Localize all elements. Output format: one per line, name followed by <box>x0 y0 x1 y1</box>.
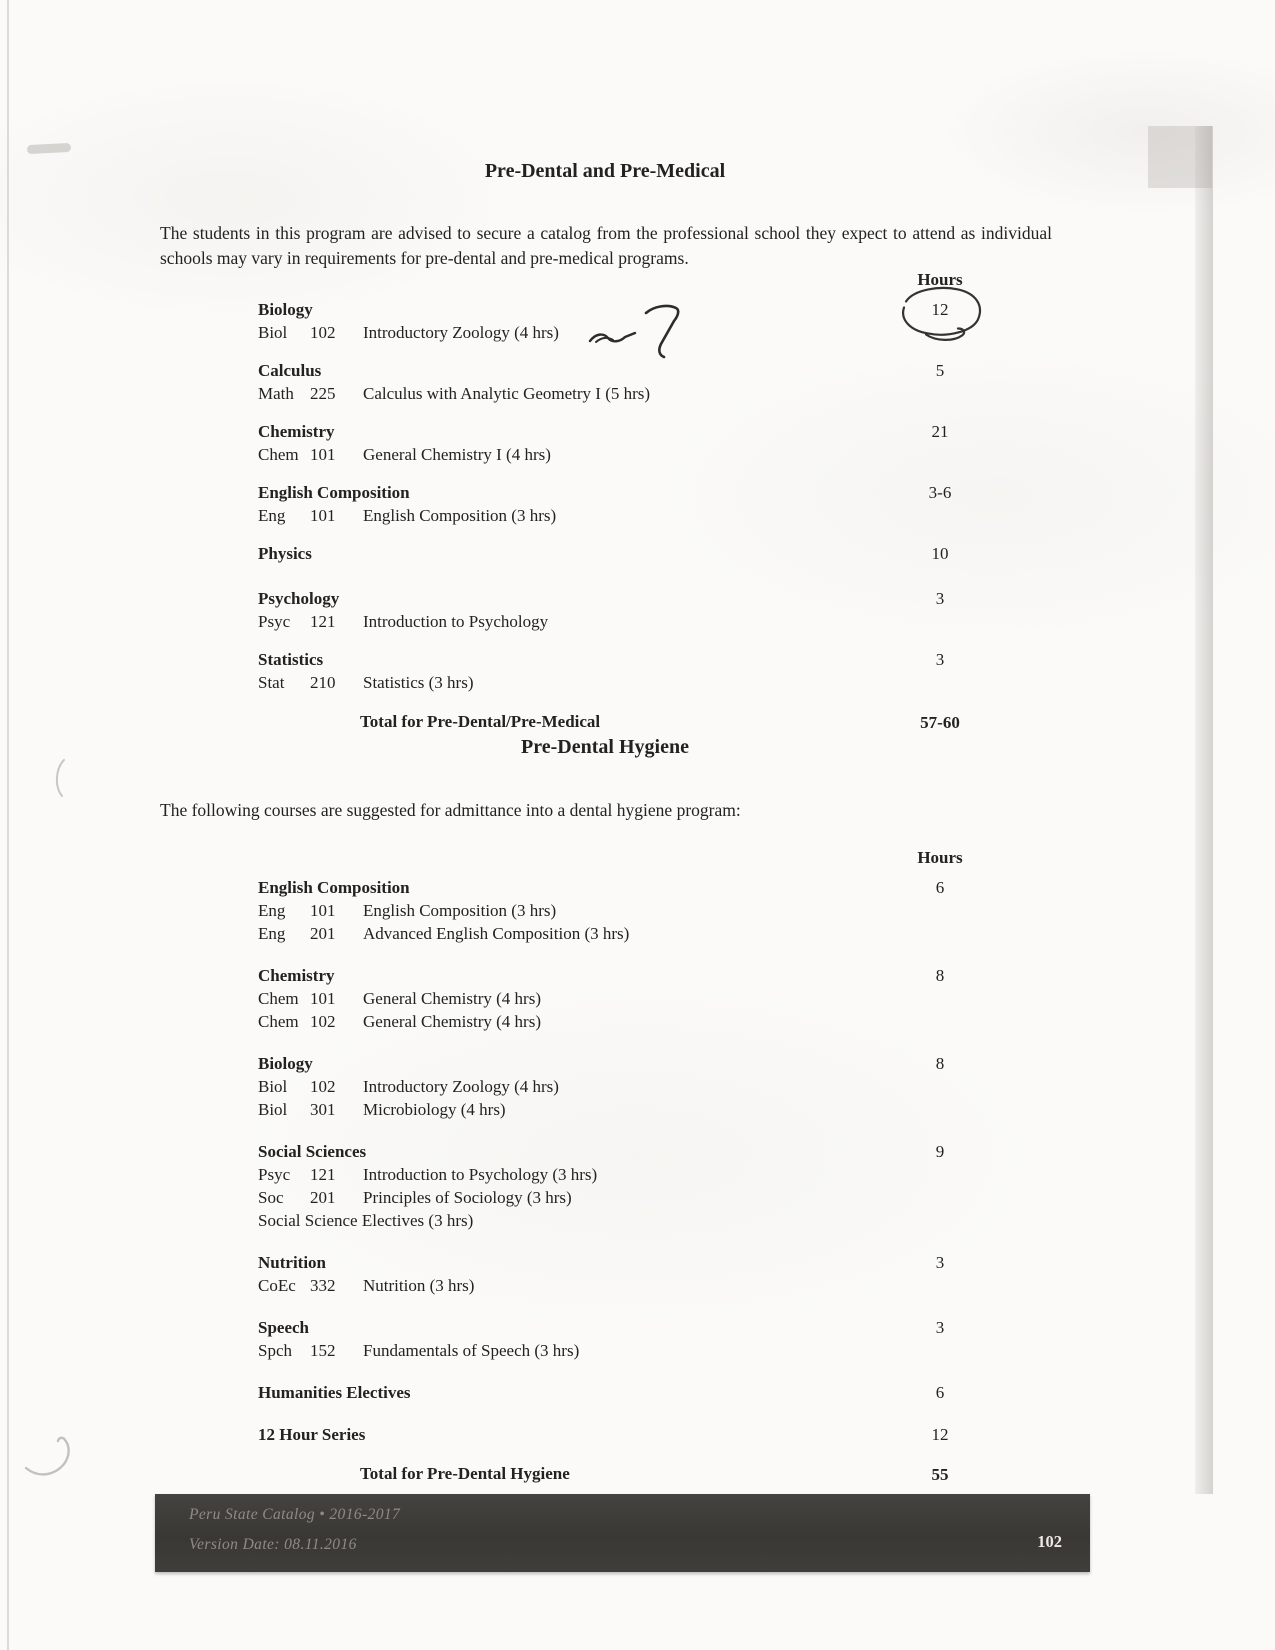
course-group-statistics <box>258 648 990 694</box>
category-label: English Composition <box>258 483 410 502</box>
category-label: Biology <box>258 300 313 319</box>
course-number: 102 <box>310 1077 336 1096</box>
hours-value: 8 <box>935 966 945 985</box>
course-row <box>258 443 990 466</box>
course-title: Introduction to Psychology (3 hrs) <box>363 1165 598 1184</box>
course-group-biology <box>258 298 990 344</box>
hours-value: 12 <box>931 1425 949 1444</box>
total-hours-number: 55 <box>931 1465 949 1484</box>
course-prefix: Biol <box>258 323 288 342</box>
course-prefix: Psyc <box>258 1165 291 1184</box>
course-title: Statistics (3 hrs) <box>363 673 474 692</box>
category-label: Calculus <box>258 361 322 380</box>
course-group-calculus <box>258 359 990 405</box>
course-number: 102 <box>310 323 336 342</box>
course-row <box>258 1010 990 1033</box>
category-label: Social Sciences <box>258 1142 367 1161</box>
course-group-humanities <box>258 1381 990 1404</box>
course-number: 101 <box>310 506 336 525</box>
hygiene-intro-paragraph: The following courses are suggested for admittance into a dental hygiene program: <box>160 799 741 820</box>
course-number: 101 <box>310 989 336 1008</box>
footer-version-line: Version Date: 08.11.2016 <box>189 1536 357 1553</box>
course-number: 121 <box>310 612 336 631</box>
section-title-hygiene: Pre-Dental Hygiene <box>521 736 689 758</box>
scan-edge-line <box>7 0 9 1650</box>
course-group-psychology <box>258 587 990 633</box>
hours-column-header: Hours <box>917 848 963 867</box>
hours-value: 9 <box>935 1142 945 1161</box>
course-prefix: Biol <box>258 1100 288 1119</box>
course-row <box>258 1075 990 1098</box>
hours-value: 3 <box>935 589 945 608</box>
course-number: 201 <box>310 1188 336 1207</box>
course-prefix: Chem <box>258 989 299 1008</box>
pencil-curve-mark <box>22 1420 92 1490</box>
course-group-12-hour-series <box>258 1423 990 1446</box>
hours-value: 8 <box>935 1054 945 1073</box>
course-prefix: Biol <box>258 1077 288 1096</box>
hours-value: 3 <box>935 1253 945 1272</box>
course-prefix: Eng <box>258 506 286 525</box>
course-row <box>258 1186 990 1209</box>
hours-value: 21 <box>931 422 949 441</box>
course-row <box>258 1098 990 1121</box>
course-row <box>258 321 990 344</box>
page-number: 102 <box>1037 1532 1062 1551</box>
hours-value: 6 <box>935 1383 945 1402</box>
scan-corner-smudge <box>1148 126 1212 188</box>
hours-value: 6 <box>935 878 945 897</box>
course-number: 332 <box>310 1276 336 1295</box>
total-hours <box>890 713 990 733</box>
category-label: Statistics <box>258 650 324 669</box>
course-row <box>258 987 990 1010</box>
category-label: Physics <box>258 544 312 563</box>
course-group-english-comp <box>258 876 990 945</box>
course-group-chemistry <box>258 420 990 466</box>
footer-catalog-line: Peru State Catalog • 2016-2017 <box>189 1506 401 1523</box>
hours-value <box>890 298 990 321</box>
course-title: Principles of Sociology (3 hrs) <box>363 1188 572 1207</box>
course-group-biology-2 <box>258 1052 990 1121</box>
course-number: 210 <box>310 673 336 692</box>
course-prefix: Eng <box>258 901 286 920</box>
hours-value: 3 <box>935 1318 945 1337</box>
course-title: Introductory Zoology (4 hrs) <box>363 323 559 342</box>
hours-value: 10 <box>931 544 949 563</box>
course-number: 201 <box>310 924 336 943</box>
category-label: 12 Hour Series <box>258 1425 366 1444</box>
total-label: Total for Pre-Dental Hygiene <box>360 1464 570 1483</box>
hours-column-header: Hours <box>917 270 963 289</box>
course-title: General Chemistry (4 hrs) <box>363 989 541 1008</box>
category-label: Nutrition <box>258 1253 326 1272</box>
course-group-physics <box>258 542 990 565</box>
course-title: Social Science Electives (3 hrs) <box>258 1211 474 1230</box>
hours-number: 12 <box>931 300 949 319</box>
course-title: General Chemistry (4 hrs) <box>363 1012 541 1031</box>
course-number: 101 <box>310 445 336 464</box>
course-title: Introduction to Psychology <box>363 612 549 631</box>
course-number: 121 <box>310 1165 336 1184</box>
page-title: Pre-Dental and Pre-Medical <box>484 160 726 182</box>
hours-value: 3-6 <box>928 483 952 502</box>
course-row <box>258 899 990 922</box>
course-title: English Composition (3 hrs) <box>363 506 557 525</box>
course-prefix: Stat <box>258 673 285 692</box>
category-label: Humanities Electives <box>258 1383 411 1402</box>
total-row-premed <box>258 710 990 733</box>
category-label: English Composition <box>258 878 410 897</box>
course-group-social-sciences <box>258 1140 990 1232</box>
course-number: 225 <box>310 384 336 403</box>
course-prefix: Eng <box>258 924 286 943</box>
intro-paragraph: The students in this program are advised to secure a catalog from the professional school they expect to attend as individual schools may vary in requirements for pre-dental and pre-medical programs. <box>160 222 1052 268</box>
category-label: Psychology <box>258 589 340 608</box>
course-title: Fundamentals of Speech (3 hrs) <box>363 1341 580 1360</box>
course-row <box>258 1163 990 1186</box>
course-prefix: Chem <box>258 445 299 464</box>
course-prefix: Psyc <box>258 612 291 631</box>
category-label: Speech <box>258 1318 309 1337</box>
course-title: Nutrition (3 hrs) <box>363 1276 475 1295</box>
course-prefix: Soc <box>258 1188 284 1207</box>
course-prefix: Spch <box>258 1341 292 1360</box>
course-prefix: CoEc <box>258 1276 296 1295</box>
course-title: Introductory Zoology (4 hrs) <box>363 1077 559 1096</box>
course-number: 301 <box>310 1100 336 1119</box>
course-number: 102 <box>310 1012 336 1031</box>
scan-smudge <box>27 143 71 154</box>
total-label: Total for Pre-Dental/Pre-Medical <box>360 712 601 731</box>
course-number: 152 <box>310 1341 336 1360</box>
category-label: Chemistry <box>258 422 335 441</box>
category-label: Biology <box>258 1054 313 1073</box>
total-hours <box>890 1465 990 1485</box>
course-title: English Composition (3 hrs) <box>363 901 557 920</box>
category-label: Chemistry <box>258 966 335 985</box>
course-row <box>258 382 990 405</box>
footer-bar <box>155 1494 1090 1572</box>
course-prefix: Chem <box>258 1012 299 1031</box>
course-row <box>258 1209 990 1232</box>
total-row-hygiene <box>258 1462 990 1485</box>
course-row <box>258 922 990 945</box>
course-group-english <box>258 481 990 527</box>
course-title: Advanced English Composition (3 hrs) <box>363 924 630 943</box>
course-row <box>258 671 990 694</box>
course-title: General Chemistry I (4 hrs) <box>363 445 551 464</box>
hours-value: 3 <box>935 650 945 669</box>
course-row <box>258 1274 990 1297</box>
course-title: Calculus with Analytic Geometry I (5 hrs) <box>363 384 651 403</box>
course-number: 101 <box>310 901 336 920</box>
hours-value: 5 <box>935 361 945 380</box>
course-row <box>258 610 990 633</box>
hygiene-course-table <box>258 846 990 1485</box>
pencil-paren-mark <box>50 758 70 798</box>
scan-edge-shadow <box>1195 126 1213 1494</box>
course-group-chemistry-2 <box>258 964 990 1033</box>
course-row <box>258 504 990 527</box>
course-group-nutrition <box>258 1251 990 1297</box>
course-title: Microbiology (4 hrs) <box>363 1100 506 1119</box>
course-prefix: Math <box>258 384 294 403</box>
course-row <box>258 1339 990 1362</box>
premed-course-table <box>258 268 990 733</box>
course-group-speech <box>258 1316 990 1362</box>
total-hours-number: 57-60 <box>920 713 960 732</box>
